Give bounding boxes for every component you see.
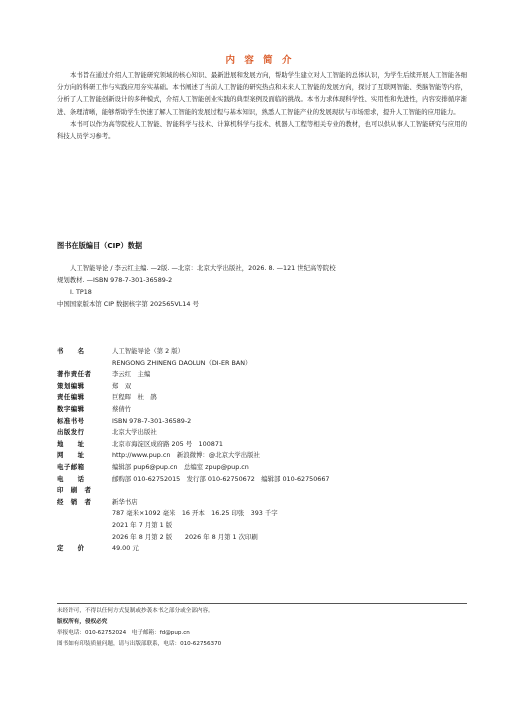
info-label: 网 址 [57, 451, 85, 460]
copyright-footer [57, 606, 467, 650]
info-label: 标准书号 [57, 416, 85, 425]
cip-line-1: 人工智能导论 / 李云红主编. —2版. —北京：北京大学出版社，2026. 8. —121 世纪高等院校 [70, 264, 336, 272]
footer-notice: 未经许可，不得以任何方式复制或抄袭本书之部分或全部内容。 [57, 608, 214, 614]
info-row [57, 427, 467, 439]
info-label: 策划编辑 [57, 381, 85, 390]
info-row [57, 543, 467, 555]
info-value [112, 485, 467, 497]
info-label: 电 话 [57, 474, 85, 483]
info-value: 蔡倩竹 [112, 404, 132, 413]
info-label: 著作责任者 [57, 370, 92, 379]
info-label: 经 销 者 [57, 497, 92, 506]
info-value: 2021 年 7 月第 1 版 [112, 520, 173, 529]
footer-quality: 图书如有印装质量问题，请与出版部联系，电话：010-62756370 [57, 641, 222, 647]
info-label [57, 520, 112, 532]
info-value: 北京大学出版社 [112, 428, 157, 437]
info-row [57, 392, 467, 404]
info-value: RENGONG ZHINENG DAOLUN（DI-ER BAN） [112, 358, 252, 367]
intro-paragraph-1: 本书旨在通过介绍人工智能研究领域的核心知识、最新进展和发展方向，帮助学生建立对人工智能的总体认识，为学生后续开展人工智能各细分方向的科研工作与实践应用夯实基础。本书阐述了当前人工智能的研究热点和未来人工智能的发展方向，探讨了互联网智能、类脑智能等内容，分析了人工智能创新设计的多种模式，介绍人工智能创业实践的典型案例及面临的挑战。本书力求体现科学性、实用性和先进性，内容安排循序渐进、条理清晰，能够帮助学生快速了解人工智能的发展过程与基本知识，熟悉人工智能产业的发展现状与市场需求，提升人工智能的应用能力。 [57, 71, 467, 116]
info-row [57, 462, 467, 474]
cip-record [57, 262, 467, 310]
cip-line-2: 规划教材. —ISBN 978-7-301-36589-2 [57, 276, 173, 284]
footer-rights: 版权所有，侵权必究 [57, 619, 108, 625]
info-value: 49.00 元 [112, 544, 139, 553]
info-row [57, 497, 467, 509]
info-row [57, 381, 467, 393]
info-label: 电子邮箱 [57, 462, 85, 471]
intro-title: 内 容 简 介 [225, 55, 295, 66]
info-value: 新华书店 [112, 497, 138, 506]
info-row [57, 404, 467, 416]
cip-line-3: Ⅰ. TP18 [70, 288, 92, 296]
cip-title: 图书在版编目（CIP）数据 [57, 241, 143, 250]
info-row [57, 520, 467, 532]
info-value: 李云红 主编 [112, 370, 151, 379]
info-value: 郑 双 [112, 381, 132, 390]
info-value: 2026 年 8 月第 2 版 2026 年 8 月第 1 次印刷 [112, 532, 258, 541]
info-row [57, 358, 467, 370]
info-label: 定 价 [57, 544, 85, 553]
info-label: 地 址 [57, 439, 85, 448]
info-row [57, 369, 467, 381]
footer-divider [57, 603, 467, 604]
footer-report: 举报电话：010-62752024 电子邮箱：fd@pup.cn [57, 630, 190, 636]
intro-paragraph-2: 本书可以作为高等院校人工智能、智能科学与技术、计算机科学与技术、机器人工程等相关专业的教材，也可以供从事人工智能研究与应用的科技人员学习参考。 [57, 119, 467, 141]
info-label: 书 名 [57, 347, 85, 355]
info-label [57, 532, 112, 544]
info-label: 数字编辑 [57, 404, 85, 413]
info-label: 责任编辑 [57, 393, 85, 402]
info-row [57, 346, 467, 358]
info-row [57, 532, 467, 544]
info-value: 编辑部 pup6@pup.cn 总编室 zpup@pup.cn [112, 462, 249, 471]
info-label [57, 358, 112, 370]
info-value: http://www.pup.cn 新浪微博：@北京大学出版社 [112, 451, 260, 460]
info-value: 787 毫米×1092 毫米 16 开本 16.25 印张 393 千字 [112, 509, 278, 518]
publication-info [57, 346, 467, 555]
info-row [57, 485, 467, 497]
info-row [57, 416, 467, 428]
info-row [57, 450, 467, 462]
info-row [57, 508, 467, 520]
info-value: 人工智能导论（第 2 版） [112, 347, 185, 355]
cip-line-4: 中国国家版本馆 CIP 数据核字第 202565VL14 号 [57, 300, 199, 308]
info-row [57, 439, 467, 451]
intro-body [57, 69, 467, 142]
info-value: 巨程晖 杜 鹃 [112, 393, 157, 402]
info-value: 北京市海淀区成府路 205 号 100871 [112, 439, 223, 448]
info-value: 邮购部 010-62752015 发行部 010-62750672 编辑部 010-62750667 [112, 474, 330, 483]
info-label: 出版发行 [57, 428, 85, 437]
info-row [57, 474, 467, 486]
info-label: 印 刷 者 [57, 486, 92, 495]
info-value: ISBN 978-7-301-36589-2 [112, 416, 192, 425]
info-label [57, 508, 112, 520]
